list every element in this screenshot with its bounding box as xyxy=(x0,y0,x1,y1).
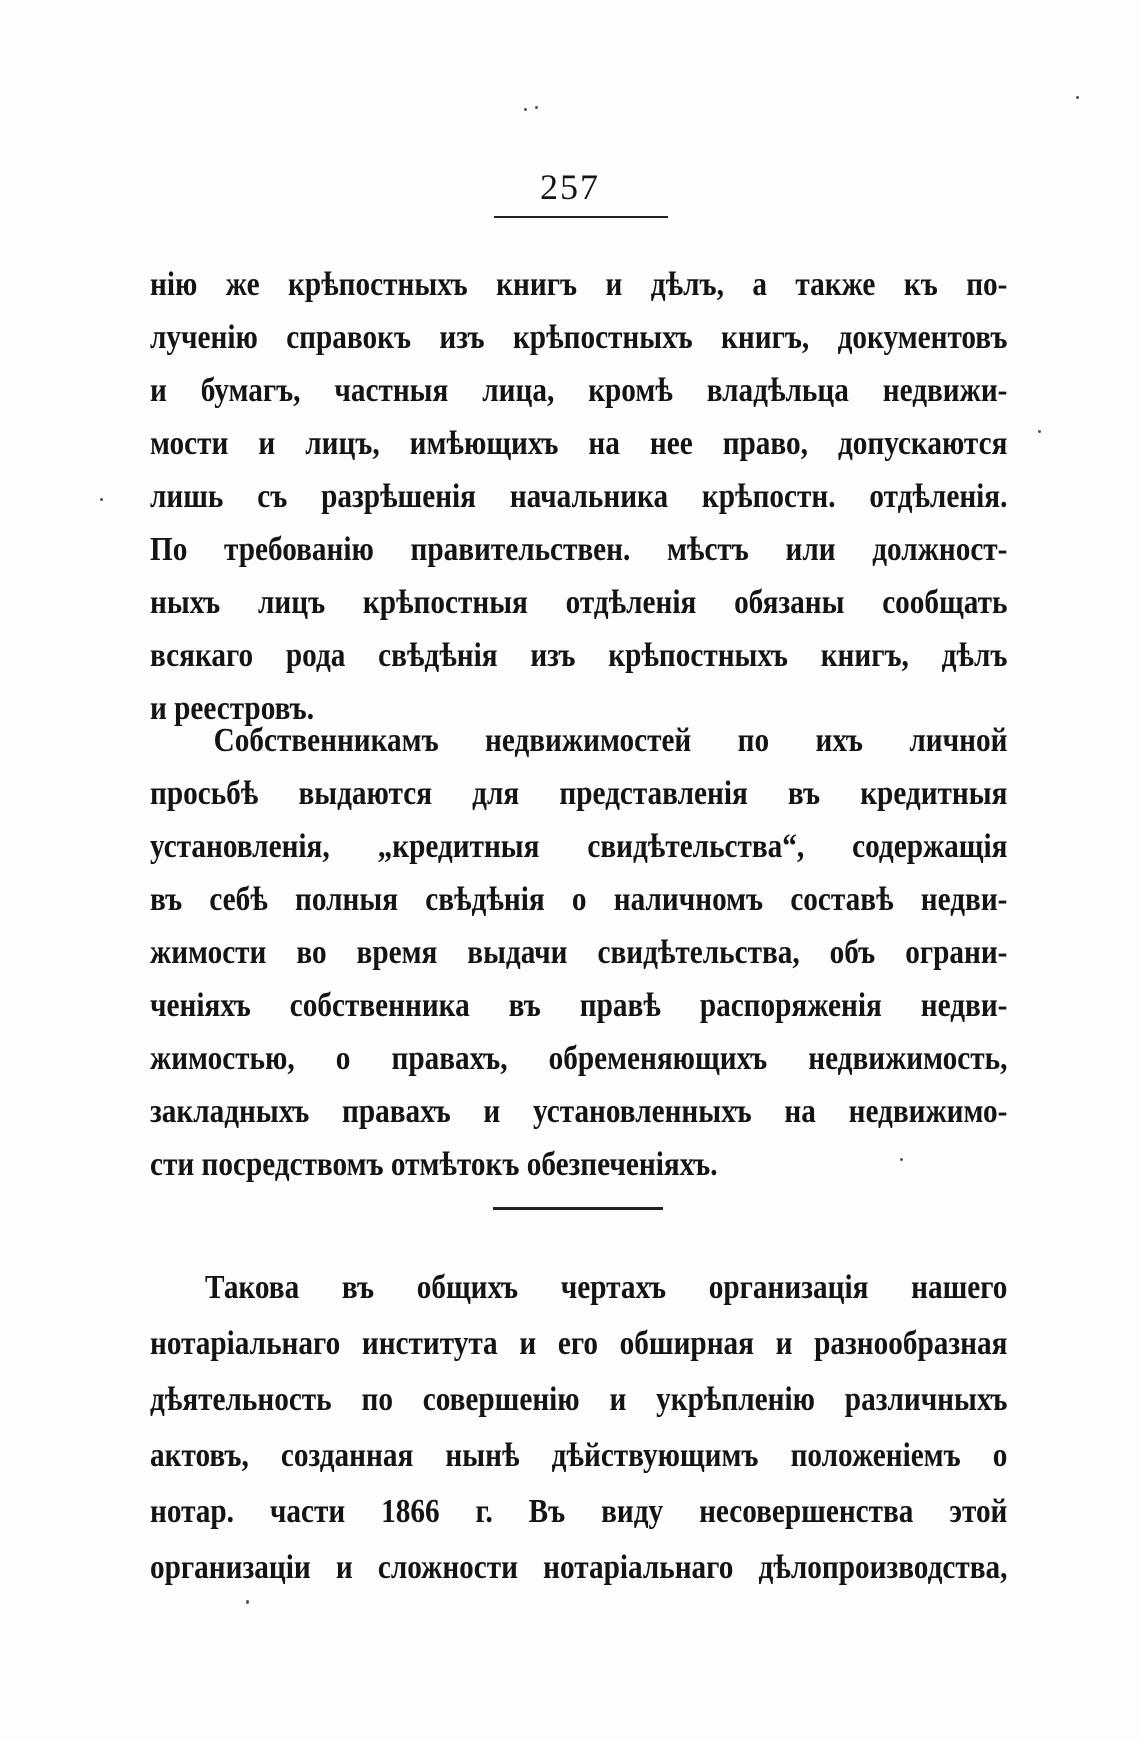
paragraph-3 xyxy=(150,1260,1008,1596)
text-line: актовъ, созданная нынѣ дѣйствующимъ положеніемъ о xyxy=(150,1437,1008,1474)
text-line: нотаріальнаго института и его обширная и разнообразная xyxy=(150,1325,1008,1362)
text-line: жимостью, о правахъ, обременяющихъ недвижимость, xyxy=(150,1040,1008,1077)
scan-speck xyxy=(535,106,538,109)
text-line: нотар. части 1866 г. Въ виду несовершенства этой xyxy=(150,1493,1008,1530)
scan-speck xyxy=(1076,96,1079,99)
text-line: ныхъ лицъ крѣпостныя отдѣленія обязаны сообщать xyxy=(150,584,1008,621)
text-line: организаціи и сложности нотаріальнаго дѣлопроизводства, xyxy=(150,1549,1008,1586)
scan-speck xyxy=(246,1600,249,1604)
text-line: Собственникамъ недвижимостей по ихъ личной xyxy=(213,722,1008,759)
scan-speck xyxy=(1038,430,1041,433)
text-line: По требованію правительствен. мѣстъ или должност- xyxy=(150,531,1008,568)
scan-speck xyxy=(524,108,527,111)
text-line: просьбѣ выдаются для представленія въ кредитныя xyxy=(150,775,1008,812)
page-number: 257 xyxy=(540,167,600,207)
text-line: и бумагъ, частныя лица, кромѣ владѣльца недвижи- xyxy=(150,372,1008,409)
text-line: дѣятельность по совершенію и укрѣпленію различныхъ xyxy=(150,1381,1008,1418)
scan-speck xyxy=(900,1158,903,1161)
text-line: въ себѣ полныя свѣдѣнія о наличномъ составѣ недви- xyxy=(150,881,1008,918)
text-line: жимости во время выдачи свидѣтельства, объ ограни- xyxy=(150,934,1008,971)
text-line: лученію справокъ изъ крѣпостныхъ книгъ, документовъ xyxy=(150,319,1008,356)
text-line: нію же крѣпостныхъ книгъ и дѣлъ, а также къ по- xyxy=(150,266,1008,303)
text-line: всякаго рода свѣдѣнія изъ крѣпостныхъ книгъ, дѣлъ xyxy=(150,637,1008,674)
text-line: установленія, „кредитныя свидѣтельства“, содержащія xyxy=(150,828,1008,865)
text-line: закладныхъ правахъ и установленныхъ на недвижимо- xyxy=(150,1093,1008,1130)
section-rule xyxy=(493,1207,663,1210)
header-rule xyxy=(494,216,668,218)
text-line: Такова въ общихъ чертахъ организація нашего xyxy=(205,1269,1008,1306)
text-line: и реестровъ. xyxy=(150,690,315,727)
scan-speck xyxy=(100,498,103,501)
text-line: мости и лицъ, имѣющихъ на нее право, допускаются xyxy=(150,425,1008,462)
text-line: ченіяхъ собственника въ правѣ распоряженія недви- xyxy=(150,987,1008,1024)
text-line: сти посредствомъ отмѣтокъ обезпеченіяхъ. xyxy=(150,1146,718,1183)
paragraph-2 xyxy=(150,714,1008,1191)
text-line: лишь съ разрѣшенія начальника крѣпостн. отдѣленія. xyxy=(150,478,1008,515)
paragraph-1 xyxy=(150,258,1008,735)
